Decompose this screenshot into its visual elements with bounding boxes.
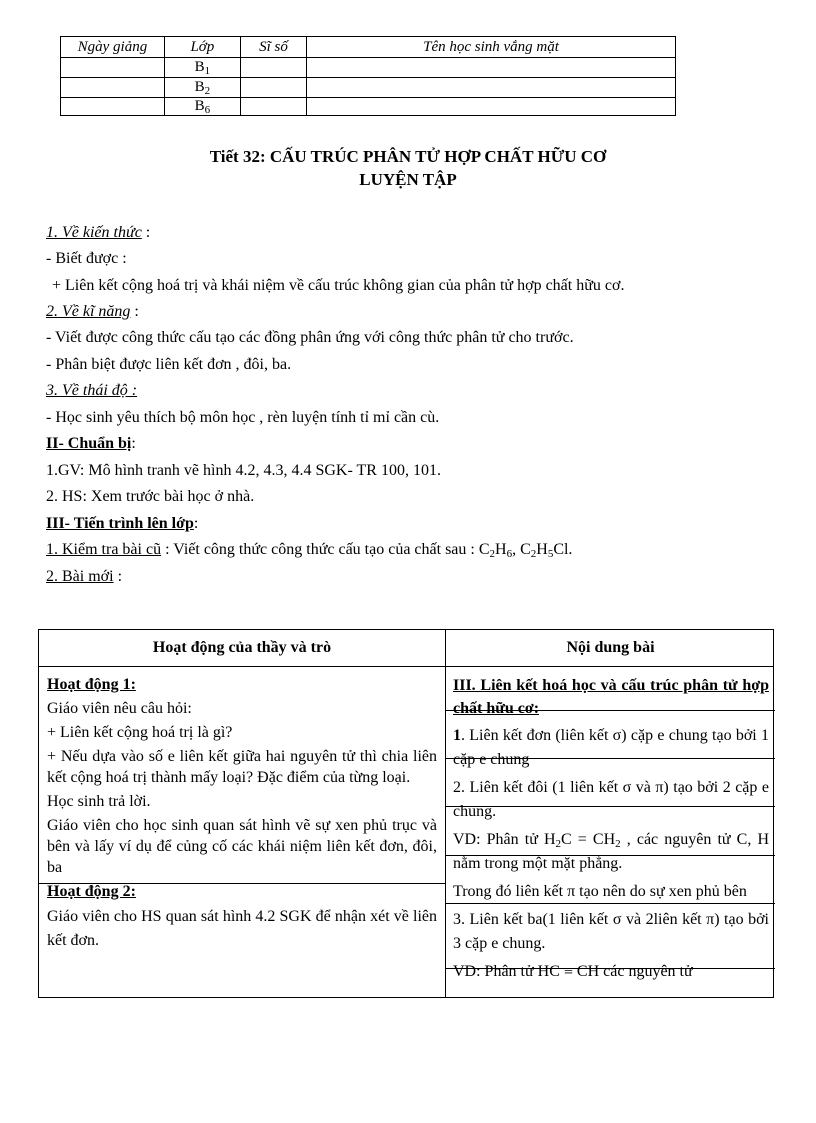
attendance-header-row xyxy=(61,37,676,58)
class-cell: $B_6$ xyxy=(164,98,240,116)
content-heading: III. Liên kết hoá học và cấu trúc phân tử hợp chất hữu cơ: xyxy=(453,677,769,717)
content-item: VD: Phân tử HC ≡ CH các nguyên tử xyxy=(453,963,693,980)
class-cell: $B_1$ xyxy=(164,58,240,78)
know-label: - Biết được : xyxy=(46,250,127,267)
preparation-heading-line: II- Chuẩn bị: xyxy=(46,435,136,452)
activity-line: Học sinh trả lời. xyxy=(47,793,151,810)
lesson-title: Tiết 32: CẤU TRÚC PHÂN TỬ HỢP CHẤT HỮU CƠ xyxy=(209,147,607,166)
activity-line: + Nếu dựa vào số e liên kết giữa hai nguyên tử thì chia liên kết cộng hoá trị thành mấy loại? Đặc điểm của từng loại. xyxy=(47,748,437,786)
preparation-gv: 1.GV: Mô hình tranh vẽ hình 4.2, 4.3, 4.4 SGK- TR 100, 101. xyxy=(46,462,441,479)
skill-2: - Phân biệt được liên kết đơn , đôi, ba. xyxy=(46,356,292,373)
content-item: 2. Liên kết đôi (1 liên kết σ và π) tạo bởi 2 cặp e chung. xyxy=(453,779,769,820)
lesson-subtitle: LUYỆN TẬP xyxy=(359,170,457,189)
process-heading-line: III- Tiến trình lên lớp: xyxy=(46,515,199,532)
content-item: VD: Phân tử $H_2C = CH_2$ , các nguyên tử C, H nằm trong một mặt phẳng. xyxy=(453,831,770,872)
activity-line: + Liên kết cộng hoá trị là gì? xyxy=(47,724,233,741)
header-absent: Tên học sinh vắng mặt xyxy=(307,37,676,58)
activity-2-heading: Hoạt động 2: xyxy=(47,883,136,900)
activity-1-heading: Hoạt động 1: xyxy=(47,676,136,693)
attendance-row xyxy=(61,78,676,98)
activities-column xyxy=(47,674,437,953)
content-item: 1. Liên kết đơn (liên kết σ) cặp e chung tạo bởi 1 cặp e chung xyxy=(453,727,769,768)
content-column xyxy=(453,674,769,984)
activity-line: Giáo viên cho HS quan sát hình 4.2 SGK để nhận xét về liên kết đơn. xyxy=(47,908,437,949)
know-item: + Liên kết cộng hoá trị và khái niệm về cấu trúc không gian của phân tử hợp chất hữu cơ. xyxy=(52,277,625,294)
class-cell: $B_2$ xyxy=(164,78,240,98)
knowledge-heading-line: 1. Về kiến thức : xyxy=(46,224,151,241)
attitude-heading: 3. Về thái độ : xyxy=(46,382,138,399)
new-lesson-line: 2. Bài mới : xyxy=(46,568,123,585)
attitude-1: - Học sinh yêu thích bộ môn học , rèn luyện tính tỉ mỉ cần cù. xyxy=(46,409,440,426)
header-class: Lớp xyxy=(164,37,240,58)
col-header-content: Nội dung bài xyxy=(566,639,655,656)
check-old-lesson: 1. Kiểm tra bài cũ : Viết công thức công thức cấu tạo của chất sau : $C_2H_6$, $C_2H_5Cl$. xyxy=(46,541,573,560)
attendance-row xyxy=(61,98,676,116)
content-item: 3. Liên kết ba(1 liên kết σ và 2liên kết π) tạo bởi 3 cặp e chung. xyxy=(453,911,769,952)
activity-line: Giáo viên nêu câu hỏi: xyxy=(47,700,192,717)
activity-line: Giáo viên cho học sinh quan sát hình vẽ sự xen phủ trục và bên và lấy ví dụ để củng cố các khái niệm liên kết đơn, đôi, ba xyxy=(47,817,437,876)
skills-heading-line: 2. Về kĩ năng : xyxy=(46,303,139,320)
attendance-table xyxy=(60,36,676,116)
lesson-table xyxy=(38,629,774,998)
content-item: Trong đó liên kết π tạo nên do sự xen phủ bên xyxy=(453,883,747,900)
preparation-hs: 2. HS: Xem trước bài học ở nhà. xyxy=(46,488,255,505)
header-count: Sĩ số xyxy=(240,37,306,58)
skill-1: - Viết được công thức cấu tạo các đồng phân ứng với công thức phân tử cho trước. xyxy=(46,329,574,346)
col-header-activities: Hoạt động của thầy và trò xyxy=(152,639,332,656)
attendance-row xyxy=(61,58,676,78)
header-date: Ngày giảng xyxy=(61,37,165,58)
